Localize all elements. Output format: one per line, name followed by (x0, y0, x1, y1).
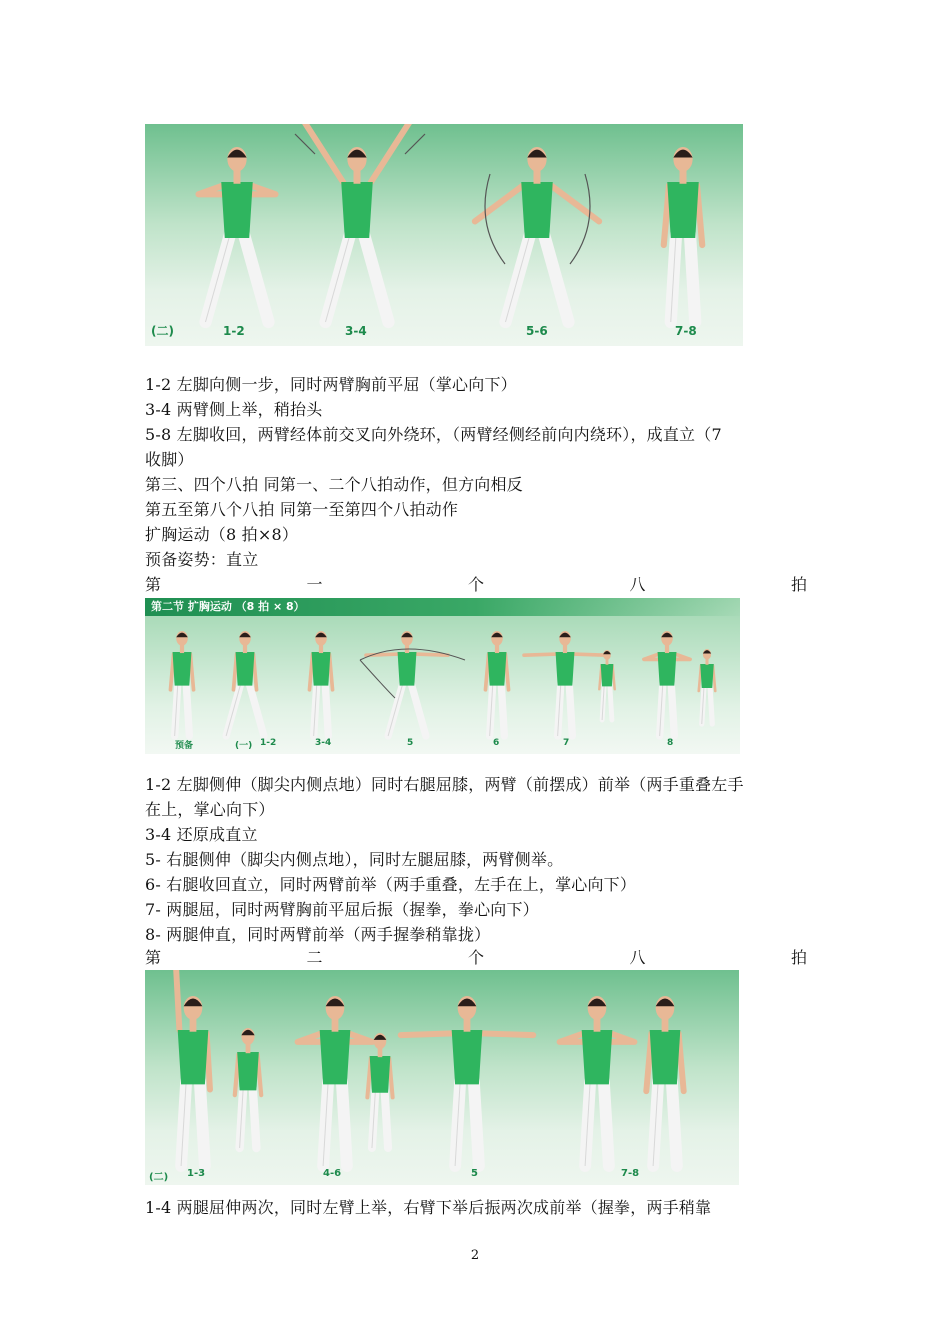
photo-caption: 8 (667, 738, 674, 748)
text-line: 收脚） (145, 450, 194, 469)
text-line: 3-4 还原成直立 (145, 825, 258, 844)
exercise-figure (176, 970, 210, 1166)
text-line: 第三、四个八拍 同第一、二个八拍动作，但方向相反 (145, 475, 523, 494)
text-line: 6- 右腿收回直立，同时两臂前举（两手重叠，左手在上，掌心向下） (145, 875, 637, 894)
photo-caption: 7 (563, 738, 570, 748)
photo-caption: 1-3 (187, 1168, 206, 1179)
text-line: 5-8 左脚收回，两臂经体前交叉向外绕环，（两臂经侧经前向内绕环），成直立（7 (145, 425, 722, 444)
exercise-figure (235, 1028, 261, 1148)
exercise-figure (309, 631, 332, 736)
text-line: 3-4 两臂侧上举，稍抬头 (145, 400, 323, 419)
heading-char: 拍 (790, 948, 807, 967)
figure-illustrations (145, 598, 740, 754)
text-line: 8- 两腿伸直，同时两臂前举（两手握拳稍靠拢） (145, 925, 491, 944)
photo-caption: 3-4 (315, 738, 332, 748)
photo-caption: (二) (149, 1172, 169, 1183)
text-line: 预备姿势：直立 (145, 550, 259, 569)
exercise-figure (199, 147, 276, 322)
text-line: 1-2 左脚向侧一步，同时两臂胸前平屈（掌心向下） (145, 375, 517, 394)
exercise-photo-2 (145, 598, 740, 754)
exercise-figure (304, 124, 411, 322)
exercise-figure (298, 996, 373, 1166)
exercise-figure (170, 631, 193, 736)
exercise-figure (599, 650, 614, 720)
photo-caption: 预备 (175, 741, 194, 751)
photo-caption: 5 (407, 738, 414, 748)
exercise-figure (646, 996, 683, 1166)
photo-caption: 1-2 (260, 738, 277, 748)
exercise-photo-3 (145, 970, 739, 1185)
exercise-figure (485, 631, 508, 736)
heading-char: 拍 (790, 575, 807, 594)
text-line: 5- 右腿侧伸（脚尖内侧点地），同时左腿屈膝，两臂侧举。 (145, 850, 564, 869)
photo-caption: 3-4 (345, 324, 367, 338)
photo-caption: 1-2 (223, 324, 245, 338)
heading-char: 八 (629, 575, 646, 594)
section-heading (145, 948, 807, 968)
exercise-figure (475, 147, 599, 322)
exercise-figure (366, 631, 448, 736)
text-line: 第五至第八个八拍 同第一至第四个八拍动作 (145, 500, 459, 519)
figure-illustrations (145, 970, 739, 1185)
photo-caption: 5 (471, 1168, 478, 1179)
exercise-figure (560, 996, 635, 1166)
figure-illustrations (145, 124, 743, 346)
exercise-figure (644, 631, 690, 736)
exercise-figure (699, 649, 716, 724)
heading-char: 第 (145, 575, 162, 594)
page-number: 2 (470, 1248, 480, 1263)
heading-char: 第 (145, 948, 162, 967)
text-line: 在上，掌心向下） (145, 800, 275, 819)
photo-caption: 7-8 (621, 1168, 640, 1179)
heading-char: 八 (629, 948, 646, 967)
exercise-figure (367, 1033, 392, 1148)
heading-char: 一 (306, 575, 323, 594)
text-line: 7- 两腿屈，同时两臂胸前平屈后振（握拳，拳心向下） (145, 900, 539, 919)
heading-char: 个 (467, 948, 484, 967)
text-line: 1-4 两腿屈伸两次，同时左臂上举，右臂下举后振两次成前举（握拳，两手稍靠 (145, 1198, 712, 1217)
photo-caption: 6 (493, 738, 500, 748)
heading-char: 个 (467, 575, 484, 594)
photo-caption: 7-8 (675, 324, 697, 338)
photo-banner: 第二节 扩胸运动 （8 拍 × 8） (145, 598, 740, 616)
photo-caption: 4-6 (323, 1168, 342, 1179)
exercise-figure (226, 631, 264, 736)
photo-caption: (二) (151, 324, 174, 338)
text-line: 1-2 左脚侧伸（脚尖内侧点地）同时右腿屈膝，两臂（前摆成）前举（两手重叠左手 (145, 775, 744, 794)
photo-caption: 5-6 (526, 324, 548, 338)
heading-char: 二 (306, 948, 323, 967)
exercise-photo-1 (145, 124, 743, 346)
exercise-figure (664, 147, 703, 322)
text-line: 扩胸运动（8 拍×8） (145, 525, 299, 544)
exercise-figure (524, 631, 606, 736)
section-heading (145, 575, 807, 595)
exercise-figure (401, 996, 534, 1166)
photo-caption: (一) (235, 741, 253, 751)
